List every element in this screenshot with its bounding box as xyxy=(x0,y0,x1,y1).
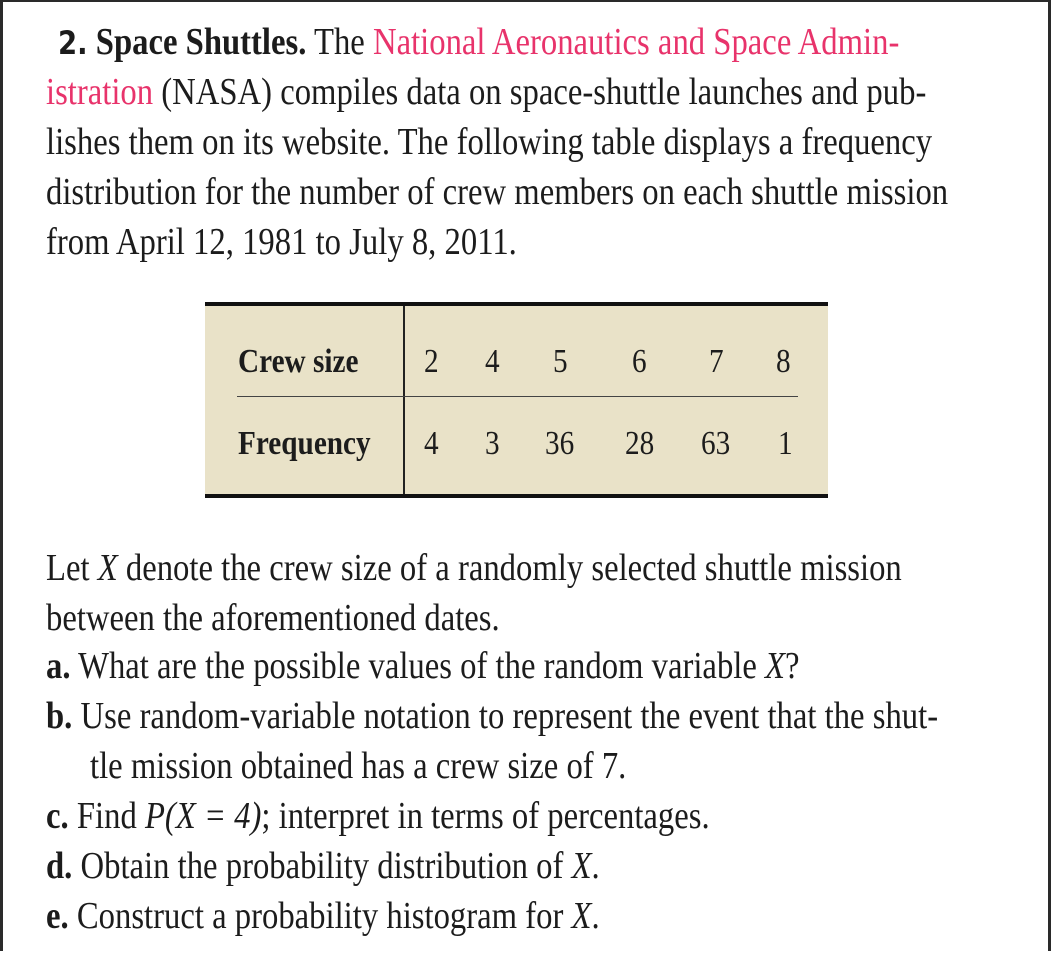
question-punct: ? xyxy=(785,645,800,687)
table-cell: 1 xyxy=(778,425,793,462)
problem-title: Space Shuttles. xyxy=(95,21,307,63)
nasa-link[interactable]: National Aeronautics and Space Admin- xyxy=(372,21,900,63)
question-text: Obtain the probability distribution of xyxy=(80,845,564,887)
table-cell: 4 xyxy=(485,343,500,380)
frequency-table xyxy=(205,302,828,498)
problem-line-3: lishes them on its website. The following table displays a frequency xyxy=(46,121,933,163)
question-label: c. xyxy=(46,795,69,837)
definition-text: Let xyxy=(46,547,90,589)
variable-x: X xyxy=(571,895,592,937)
question-d xyxy=(46,846,859,886)
table-header-frequency: Frequency xyxy=(238,425,371,462)
definition-line-2: between the aforementioned dates. xyxy=(46,597,500,639)
question-text: ; interpret in terms of percentages. xyxy=(261,795,710,837)
table-header-crew-size: Crew size xyxy=(238,343,359,380)
question-b-continued: tle mission obtained has a crew size of 7. xyxy=(90,745,627,787)
definition-line-1 xyxy=(46,547,902,589)
problem-number: 2. xyxy=(58,24,88,62)
variable-x: X xyxy=(765,645,786,687)
problem-text: (NASA) compiles data on space-shuttle launches and pub- xyxy=(161,71,927,113)
table-cell: 5 xyxy=(553,343,568,380)
question-c xyxy=(46,796,859,836)
table-cell: 4 xyxy=(424,425,439,462)
question-b xyxy=(46,695,939,737)
question-label: a. xyxy=(46,645,71,687)
problem-heading-line xyxy=(58,21,900,63)
table-divider-horizontal xyxy=(237,396,798,397)
problem-line-5: from April 12, 1981 to July 8, 2011. xyxy=(46,221,517,263)
definition-text: denote the crew size of a randomly selected shuttle mission xyxy=(125,547,902,589)
table-divider-vertical xyxy=(403,306,405,494)
question-label: d. xyxy=(46,845,73,887)
table-cell: 63 xyxy=(701,425,731,462)
probability-expression: P(X = 4) xyxy=(144,795,262,837)
problem-line-2 xyxy=(46,71,927,113)
table-cell: 3 xyxy=(485,425,500,462)
question-text: Construct a probability histogram for xyxy=(76,895,564,937)
table-cell: 36 xyxy=(545,425,575,462)
table-cell: 28 xyxy=(625,425,655,462)
problem-text: The xyxy=(313,21,365,63)
question-punct: . xyxy=(591,845,600,887)
question-label: b. xyxy=(46,695,73,737)
table-cell: 6 xyxy=(632,343,647,380)
variable-x: X xyxy=(97,547,118,589)
question-e xyxy=(46,896,859,936)
question-punct: . xyxy=(591,895,600,937)
question-a xyxy=(46,646,859,686)
question-label: e. xyxy=(46,895,69,937)
table-cell: 7 xyxy=(709,343,724,380)
variable-x: X xyxy=(571,845,592,887)
nasa-link-continued[interactable]: istration xyxy=(46,71,154,113)
table-cell: 2 xyxy=(424,343,439,380)
problem-line-4: distribution for the number of crew members on each shuttle mission xyxy=(46,171,949,213)
question-text: Find xyxy=(76,795,137,837)
question-text: Use random-variable notation to represent the event that the shut- xyxy=(80,695,939,737)
question-text: What are the possible values of the random variable xyxy=(78,645,757,687)
table-cell: 8 xyxy=(776,343,791,380)
